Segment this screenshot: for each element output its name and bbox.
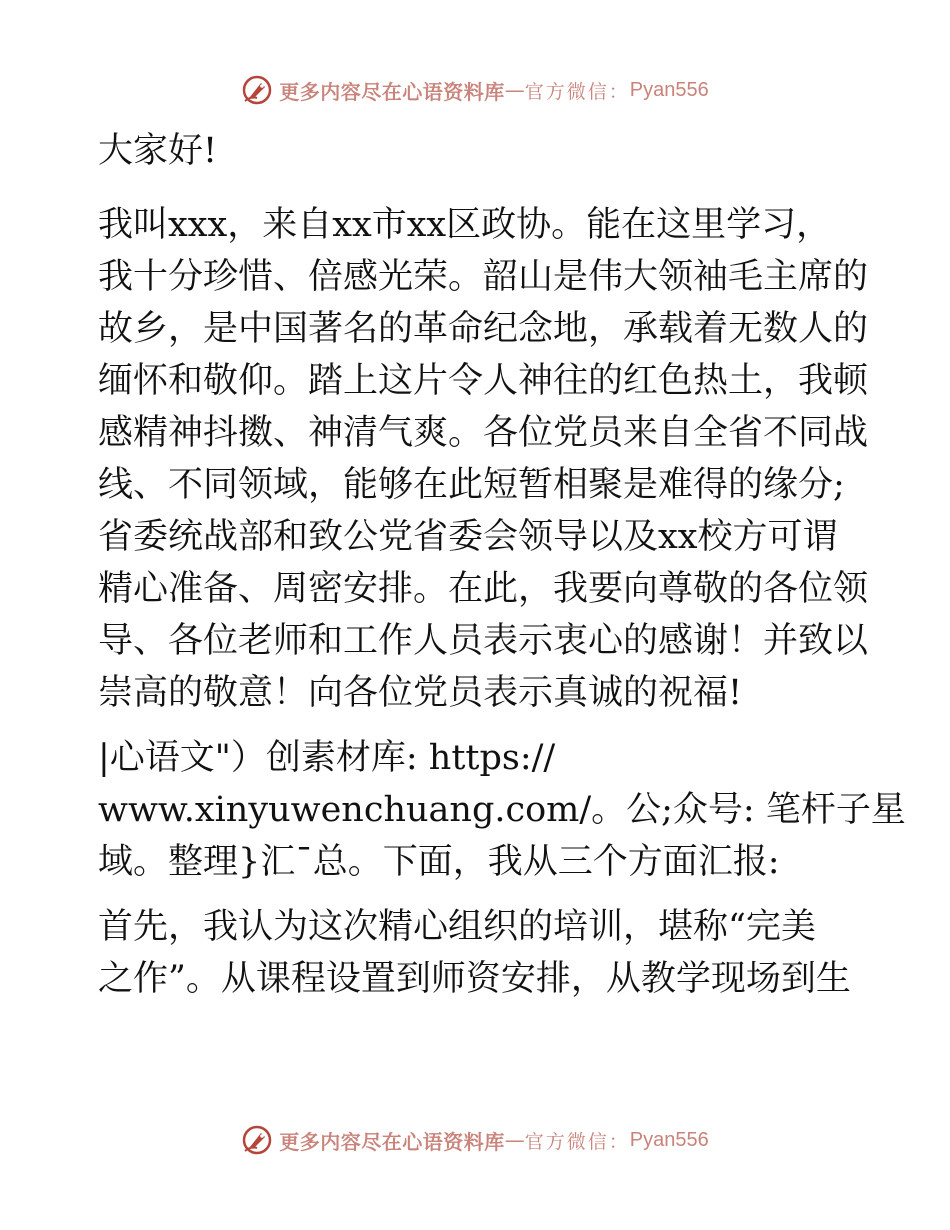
- brand-text: 更多内容尽在心语资料库: [279, 79, 505, 104]
- wechat-id: Pyan556: [629, 78, 709, 101]
- text-line: 我十分珍惜、倍感光荣。韶山是伟大领袖毛主席的: [98, 257, 869, 297]
- text-line: 之作”。从课程设置到师资安排，从教学现场到生: [98, 959, 851, 999]
- document-body: [98, 125, 906, 1018]
- footer-banner: [0, 1120, 950, 1160]
- text-line: 精心准备、周密安排。在此，我要向尊敬的各位领: [98, 569, 869, 609]
- paragraph-intro: [98, 199, 869, 719]
- text-line: 导、各位老师和工作人员表示衷心的感谢！并致以: [98, 621, 869, 661]
- text-line: 我叫xxx，来自xx市xx区政协。能在这里学习，: [98, 205, 832, 245]
- text-line: |心语文"）创素材库: https://: [98, 738, 556, 778]
- header-banner: [0, 70, 950, 110]
- wechat-label: 官方微信：: [524, 1130, 630, 1153]
- paragraph-source: [98, 732, 906, 888]
- text-line: 线、不同领域，能够在此短暂相聚是难得的缘分;: [98, 465, 845, 505]
- pen-nib-logo-icon: [241, 1124, 273, 1156]
- brand-text: 更多内容尽在心语资料库: [279, 1129, 505, 1154]
- brand-separator: —: [504, 78, 525, 102]
- brand-separator: —: [504, 1128, 525, 1152]
- text-line: 故乡，是中国著名的革命纪念地，承载着无数人的: [98, 309, 869, 349]
- paragraph-first-point: [98, 901, 851, 1005]
- greeting: [98, 125, 848, 177]
- text-line: 域。整理}汇¯总。下面，我从三个方面汇报:: [98, 842, 780, 882]
- text-line: 崇高的敬意！向各位党员表示真诚的祝福!: [98, 673, 743, 713]
- text-line: 大家好!: [98, 131, 218, 171]
- wechat-id: Pyan556: [629, 1128, 709, 1151]
- text-line: 感精神抖擞、神清气爽。各位党员来自全省不同战: [98, 413, 869, 453]
- pen-nib-logo-icon: [241, 74, 273, 106]
- text-line: 缅怀和敬仰。踏上这片令人神往的红色热土，我顿: [98, 361, 869, 401]
- text-line: www.xinyuwenchuang.com/。公;众号: 笔杆子星: [98, 790, 906, 830]
- text-line: 首先，我认为这次精心组织的培训，堪称“完美: [98, 907, 816, 947]
- wechat-label: 官方微信：: [524, 80, 630, 103]
- text-line: 省委统战部和致公党省委会领导以及xx校方可谓: [98, 517, 838, 557]
